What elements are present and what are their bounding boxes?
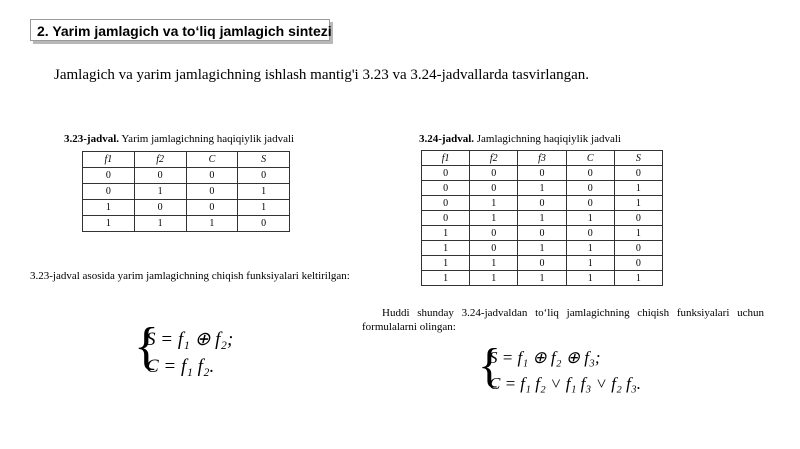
table-cell: 0 bbox=[614, 166, 662, 181]
table-cell: 0 bbox=[422, 166, 470, 181]
table-header-cell: f2 bbox=[470, 151, 518, 166]
table-cell: 1 bbox=[470, 271, 518, 286]
table-cell: 1 bbox=[614, 226, 662, 241]
table-cell: 1 bbox=[518, 181, 566, 196]
table-row bbox=[422, 211, 663, 226]
table-cell: 0 bbox=[422, 211, 470, 226]
table-cell: 0 bbox=[238, 168, 290, 184]
table-row bbox=[83, 168, 290, 184]
table-cell: 0 bbox=[422, 196, 470, 211]
table-cell: 0 bbox=[614, 241, 662, 256]
table-header-cell: f1 bbox=[83, 152, 135, 168]
table-cell: 0 bbox=[422, 181, 470, 196]
table-cell: 1 bbox=[470, 196, 518, 211]
half-adder-carry-equation: C = f₁ f₂. bbox=[146, 356, 215, 377]
table-cell: 1 bbox=[518, 271, 566, 286]
full-adder-description: Huddi shunday 3.24-jadvaldan to‘liq jamlagichning chiqish funksiyalari uchun formulalarni olingan: bbox=[362, 307, 764, 333]
left-brace-icon: { bbox=[478, 339, 502, 392]
table-cell: 0 bbox=[470, 241, 518, 256]
table-cell: 0 bbox=[186, 184, 238, 200]
table2-caption-number: 3.24-jadval. bbox=[419, 133, 474, 145]
table-header-cell: S bbox=[614, 151, 662, 166]
half-adder-formula bbox=[134, 318, 264, 384]
table-row bbox=[422, 271, 663, 286]
table-row bbox=[83, 200, 290, 216]
table-row bbox=[83, 184, 290, 200]
table-header-row bbox=[83, 152, 290, 168]
table-row bbox=[422, 226, 663, 241]
section-title: 2. Yarim jamlagich va to‘liq jamlagich sintezi bbox=[30, 19, 330, 41]
table-cell: 1 bbox=[614, 181, 662, 196]
table-cell: 0 bbox=[186, 168, 238, 184]
table-cell: 0 bbox=[83, 168, 135, 184]
table-cell: 0 bbox=[614, 211, 662, 226]
table-cell: 0 bbox=[470, 181, 518, 196]
table1-caption-text: Yarim jamlagichning haqiqiylik jadvali bbox=[119, 133, 295, 145]
table-cell: 0 bbox=[518, 166, 566, 181]
table-cell: 0 bbox=[134, 168, 186, 184]
half-adder-description: 3.23-jadval asosida yarim jamlagichning chiqish funksiyalari keltirilgan: bbox=[30, 270, 350, 282]
table-cell: 1 bbox=[83, 200, 135, 216]
table1-caption bbox=[64, 133, 294, 145]
intro-paragraph: Jamlagich va yarim jamlagichning ishlash mantig'i 3.23 va 3.24-jadvallarda tasvirlangan. bbox=[54, 67, 590, 83]
table-row bbox=[422, 241, 663, 256]
table-cell: 1 bbox=[614, 196, 662, 211]
table-cell: 1 bbox=[566, 241, 614, 256]
table-header-row bbox=[422, 151, 663, 166]
table-cell: 1 bbox=[518, 211, 566, 226]
table-cell: 0 bbox=[186, 200, 238, 216]
table-cell: 1 bbox=[134, 184, 186, 200]
table-cell: 1 bbox=[470, 211, 518, 226]
table-cell: 0 bbox=[518, 226, 566, 241]
table-cell: 0 bbox=[470, 166, 518, 181]
full-adder-carry-equation: C = f₁ f₂ ˅ f₁ f₃ ˅ f₂ f₃. bbox=[489, 374, 642, 393]
table-header-cell: S bbox=[238, 152, 290, 168]
table-header-cell: C bbox=[566, 151, 614, 166]
table-header-cell: f3 bbox=[518, 151, 566, 166]
table-row bbox=[422, 256, 663, 271]
table-cell: 1 bbox=[238, 200, 290, 216]
table-row bbox=[422, 166, 663, 181]
table-cell: 0 bbox=[518, 196, 566, 211]
table-cell: 0 bbox=[238, 216, 290, 232]
table-cell: 1 bbox=[518, 241, 566, 256]
table-cell: 1 bbox=[83, 216, 135, 232]
table-cell: 0 bbox=[566, 181, 614, 196]
table-cell: 1 bbox=[186, 216, 238, 232]
table-cell: 0 bbox=[134, 200, 186, 216]
table-cell: 0 bbox=[83, 184, 135, 200]
full-adder-formula bbox=[478, 339, 678, 400]
table-header-cell: f1 bbox=[422, 151, 470, 166]
table-cell: 0 bbox=[566, 226, 614, 241]
table-cell: 1 bbox=[422, 256, 470, 271]
table-cell: 0 bbox=[518, 256, 566, 271]
table-cell: 0 bbox=[614, 256, 662, 271]
table2-caption-text: Jamlagichning haqiqiylik jadvali bbox=[474, 133, 621, 145]
table-cell: 1 bbox=[422, 241, 470, 256]
table-cell: 1 bbox=[134, 216, 186, 232]
left-brace-icon: { bbox=[134, 318, 159, 375]
table-cell: 0 bbox=[566, 196, 614, 211]
table-cell: 1 bbox=[614, 271, 662, 286]
table-header-cell: f2 bbox=[134, 152, 186, 168]
table-cell: 1 bbox=[566, 271, 614, 286]
table-cell: 1 bbox=[566, 256, 614, 271]
table-cell: 1 bbox=[238, 184, 290, 200]
table-row bbox=[83, 216, 290, 232]
table-row bbox=[422, 181, 663, 196]
table-cell: 0 bbox=[566, 166, 614, 181]
half-adder-sum-equation: S = f₁ ⊕ f₂; bbox=[146, 329, 234, 350]
table1-caption-number: 3.23-jadval. bbox=[64, 133, 119, 145]
table-cell: 1 bbox=[566, 211, 614, 226]
full-adder-sum-equation: S = f₁ ⊕ f₂ ⊕ f₃; bbox=[489, 348, 601, 367]
table-cell: 1 bbox=[422, 271, 470, 286]
table-header-cell: C bbox=[186, 152, 238, 168]
table-cell: 1 bbox=[422, 226, 470, 241]
table2-caption bbox=[419, 133, 621, 145]
table-row bbox=[422, 196, 663, 211]
table-cell: 1 bbox=[470, 256, 518, 271]
full-adder-truth-table bbox=[421, 150, 663, 286]
half-adder-truth-table bbox=[82, 151, 290, 232]
table-cell: 0 bbox=[470, 226, 518, 241]
